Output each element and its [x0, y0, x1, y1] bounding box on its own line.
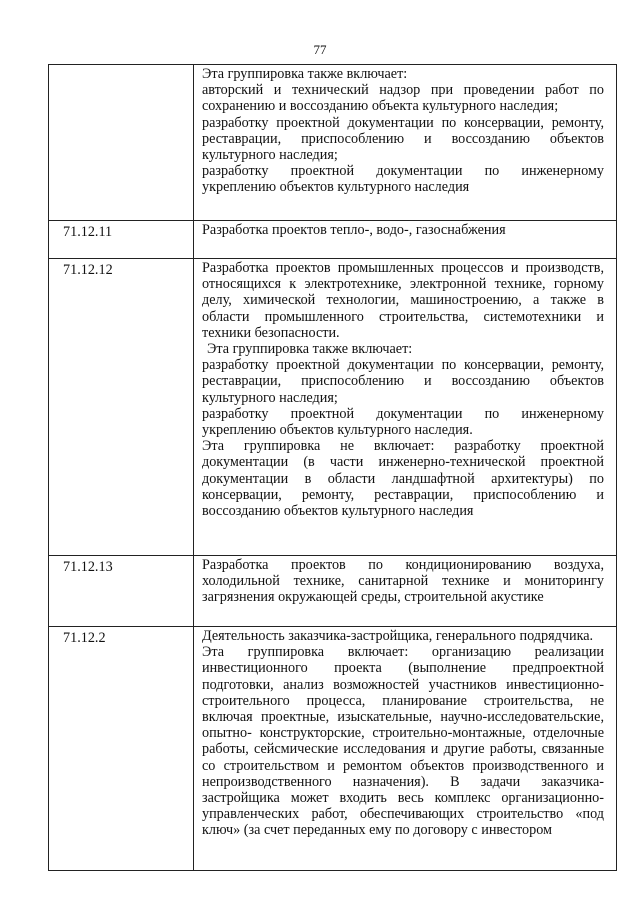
classification-table — [48, 64, 617, 871]
description-paragraph: Эта группировка не включает: разработку проектной документации (в части инженерно-технической проектной документации в области ландшафтной архитектуры) по консервации, ремонту, реставрации, приспособлению и воссозданию объектов культурного наследия — [202, 438, 604, 520]
description-paragraph: Эта группировка также включает: — [207, 341, 413, 358]
page-number: 77 — [313, 42, 327, 57]
table-row — [49, 65, 617, 221]
description-cell — [194, 65, 617, 221]
table-row — [49, 221, 617, 259]
description-cell — [194, 556, 617, 627]
code-cell — [49, 65, 194, 221]
description-paragraph: разработку проектной документации по консервации, ремонту, реставрации, приспособлению и воссозданию объектов культурного наследия; — [202, 114, 604, 164]
description-paragraph: Разработка проектов тепло-, водо-, газоснабжения — [202, 222, 506, 238]
description-paragraph: Эта группировка включает: организацию реализации инвестиционного проекта (выполнение предпроектной подготовки, анализ возможностей участников инвестиционно-строительного процесса, планирование строительства, не включая проектные, изыскательные, научно-исследовательские, опытно- конструкторские, строительно-монтажные, отделочные работы, сейсмические исследования и другие работы, связанные со строительством и ремонтом объектов производственного и непроизводственного назначения). В задачи заказчика-застройщика может входить весь комплекс организационно-управленческих работ, обеспечивающих строительство «под ключ» (за счет переданных ему по договору с инвестором — [202, 644, 604, 839]
code-cell: 71.12.12 — [49, 259, 194, 556]
description-paragraph: Эта группировка также включает: — [202, 66, 408, 82]
description-paragraph: разработку проектной документации по инженерному укреплению объектов культурного наследия. — [202, 405, 604, 439]
description-paragraph: разработку проектной документации по инженерному укреплению объектов культурного наследия — [202, 163, 604, 196]
description-paragraph: Разработка проектов по кондиционированию воздуха, холодильной технике, санитарной технике и мониторингу загрязнения окружающей среды, строительной акустике — [202, 557, 604, 606]
code-cell: 71.12.11 — [49, 221, 194, 259]
table-row — [49, 627, 617, 871]
description-paragraph: Разработка проектов промышленных процессов и производств, относящихся к электротехнике, электронной технике, горному делу, химической технологии, машиностроению, а также в области промышленного строительства, системотехники и техники безопасности. — [202, 260, 604, 341]
description-paragraph: Деятельность заказчика-застройщика, генерального подрядчика. — [202, 628, 594, 644]
description-cell — [194, 627, 617, 871]
description-paragraph: разработку проектной документации по консервации, ремонту, реставрации, приспособлению и воссозданию объектов культурного наследия; — [202, 357, 604, 406]
description-cell — [194, 259, 617, 556]
table-row — [49, 259, 617, 556]
code-cell: 71.12.13 — [49, 556, 194, 627]
table-row — [49, 556, 617, 627]
description-cell — [194, 221, 617, 259]
code-cell: 71.12.2 — [49, 627, 194, 871]
description-paragraph: авторский и технический надзор при проведении работ по сохранению и воссозданию объекта культурного наследия; — [202, 82, 604, 115]
